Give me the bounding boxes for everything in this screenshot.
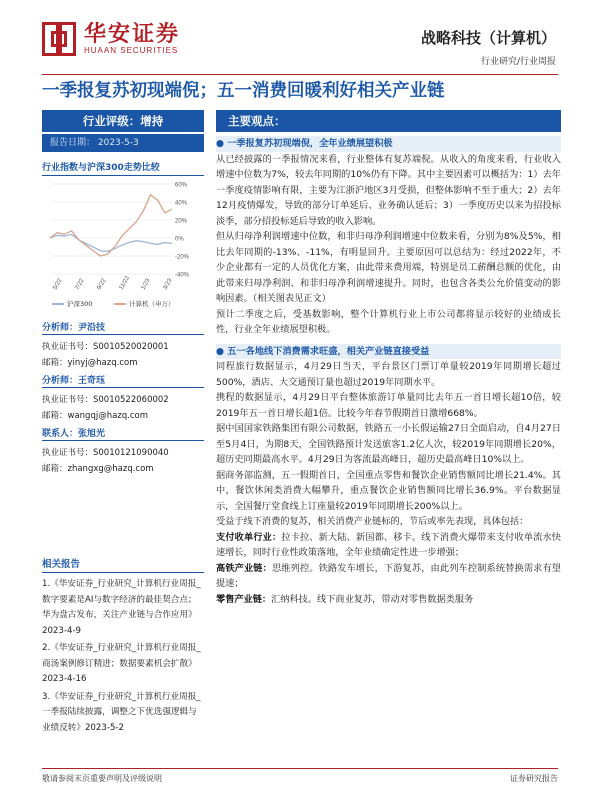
performance-chart-title: 行业指数与沪深300走势比较 <box>42 160 204 176</box>
paragraph: 同程旅行数据显示，4月29日当天，平台景区门票订单量较2019年同期增长超过500%，酒店、大交通预订量也超过2019年同期水平。 <box>216 361 561 388</box>
company-logo <box>42 22 180 56</box>
contact-block <box>42 426 204 477</box>
analyst-block-2 <box>42 373 204 424</box>
y-tick-label: 40% <box>175 200 188 207</box>
paragraph: 据商务部监测，五一假期首日，全国重点零售和餐饮企业销售额同比增长21.4%。其中，餐饮休闲类消费大幅攀升，重点餐饮企业销售额同比增长36.9%。平台数据显示，全国餐厅堂食线上订座量较2019年同期增长200%以上。 <box>216 469 561 512</box>
x-tick-label: 5/22 <box>52 277 64 291</box>
contact-cert: 执业证书号：S0010121090040 <box>42 448 169 458</box>
performance-chart <box>42 178 204 314</box>
related-reports <box>42 556 204 738</box>
list-item: 零售产业链：汇纳科技。线下商业复苏，带动对零售数据类服务 <box>216 593 474 605</box>
logo-english-name: HUAAN SECURITIES <box>84 46 179 55</box>
paragraph: 受益于线下消费的复苏，相关消费产业链标的，节后或率先表现，具体包括： <box>216 516 529 527</box>
analyst-email[interactable]: 邮箱：yinyj@hazq.com <box>42 358 138 368</box>
legend-label: 计算机（申万） <box>129 300 175 308</box>
analyst-name: 分析师：王奇珏 <box>42 373 204 388</box>
y-tick-label: -20% <box>175 254 190 261</box>
related-report-item[interactable]: 1.《华安证券_行业研究_计算机行业周报_数字要素是AI与数字经济的最佳契合点；华为盘古发布，关注产业链与合作应用》2023-4-9 <box>42 579 201 636</box>
header-divider <box>42 74 558 75</box>
related-report-item[interactable]: 3.《华安证券_行业研究_计算机行业周报_一季报陆续披露，调整之下优选强逻辑与业绩反转》2023-5-2 <box>42 691 201 733</box>
x-tick-label: 1/23 <box>140 277 152 291</box>
related-report-item[interactable]: 2.《华安证券_行业研究_计算机行业周报_商汤案例修订精进；数据要素机会扩散》2023-4-16 <box>42 643 201 684</box>
x-tick-label: 7/22 <box>74 277 86 291</box>
report-date: 报告日期： 2023-5-3 <box>42 134 204 152</box>
paragraph: 预计二季度之后，受基数影响，整个计算机行业上市公司都将显示较好的业绩成长性，行业全年业绩展望积极。 <box>216 308 561 335</box>
analyst-name: 分析师：尹沿技 <box>42 320 204 335</box>
y-tick-label: 0% <box>175 236 184 243</box>
paragraph: 从已经披露的一季报情况来看，行业整体有复苏端倪。从收入的角度来看，行业收入增速中位数为7%，较去年同期的10%仍有下降。其中主要因素可以概括为：1）去年一季度疫情影响有限，主要为江浙沪地区3月受损，但整体影响不至于重大；2）去年12月疫情爆发，导致的部分订单延后、业务确认延后；3）一季度历史以来为招投标淡季，部分招投标延后导致的收入影响。 <box>216 153 561 227</box>
bullet-icon: ● <box>216 345 228 357</box>
key-points-header: 主要观点： <box>216 110 561 132</box>
y-tick-label: -40% <box>175 272 190 279</box>
logo-seal-icon <box>42 22 76 56</box>
section-1-title: ● 一季报复苏初现端倪，全年业绩展望积极 <box>216 136 561 152</box>
report-type: 战略科技（计算机） <box>420 29 556 47</box>
report-title: 一季报复苏初现端倪；五一消费回暖利好相关产业链 <box>42 81 445 101</box>
legend-label: 沪深300 <box>67 300 93 308</box>
logo-chinese-name: 华安证券 <box>84 21 181 47</box>
footer-label: 证券研究报告 <box>510 774 558 783</box>
y-tick-label: 20% <box>175 218 188 225</box>
analyst-email[interactable]: 邮箱：wangqj@hazq.com <box>42 411 149 421</box>
y-tick-label: 60% <box>175 182 188 189</box>
paragraph: 但从归母净利润增速中位数，和非归母净利润增速中位数来看，分别为8%及5%，相比去年同期的-13%、-11%，有明显回升。主要原因可以总结为：经过2022年，不少企业都有一定的人员优化方案，由此带来费用端，特别是员工薪酬总额的优化，由此带来归母净利润、和非归母净利润增速提升。同时，也包含各类公允价值变动的影响因素。（相关图表见正文） <box>216 231 561 304</box>
report-subtitle: 行业研究/行业周报 <box>480 57 556 67</box>
paragraph: 携程的数据显示，4月29日平台整体旅游订单量同比去年五一首日增长超10倍，较2019年五一首日增长超1倍。比较今年春节假期首日激增668%。 <box>216 392 561 419</box>
series-line-1 <box>50 234 172 251</box>
performance-chart-svg <box>42 178 204 314</box>
analyst-cert: 执业证书号：S0010522060002 <box>42 395 169 405</box>
analyst-block-1 <box>42 320 204 371</box>
section-2-title: ● 五一各地线下消费需求旺盛，相关产业链直接受益 <box>216 344 561 360</box>
x-tick-label: 11/22 <box>118 275 132 291</box>
x-tick-label: 3/23 <box>162 277 174 291</box>
series-line-2 <box>50 195 172 256</box>
x-tick-label: 9/22 <box>96 277 108 291</box>
bullet-icon: ● <box>216 138 228 149</box>
contact-email[interactable]: 邮箱：zhangxg@hazq.com <box>42 464 154 474</box>
page-footer <box>42 768 558 784</box>
key-points-body <box>216 136 561 607</box>
footer-disclaimer: 敬请参阅末页重要声明及评级说明 <box>42 774 162 783</box>
list-item: 支付收单行业：拉卡拉、新大陆、新国都、移卡。线下消费火爆带来支付收单流水快速增长，同时行业性政策落地，全年业绩确定性进一步增强； <box>216 531 561 558</box>
contact-name: 联系人：张旭光 <box>42 426 204 441</box>
list-item: 高铁产业链：思维列控。铁路发车增长，下游复苏，由此列车控制系统替换需求有望提速； <box>216 562 561 589</box>
analyst-cert: 执业证书号：S0010520020001 <box>42 342 169 352</box>
industry-rating: 行业评级：增持 <box>42 110 204 132</box>
related-reports-title: 相关报告 <box>42 556 204 573</box>
paragraph: 据中国国家铁路集团有限公司数据，铁路五一小长假运输27日全面启动，自4月27日至5月4日，为期8天，全国铁路预计发送旅客1.2亿人次，较2019年同期增长20%，超历史同期最高水平。4月29日为客流最高峰日，超历史最高峰日10%以上。 <box>216 423 561 465</box>
